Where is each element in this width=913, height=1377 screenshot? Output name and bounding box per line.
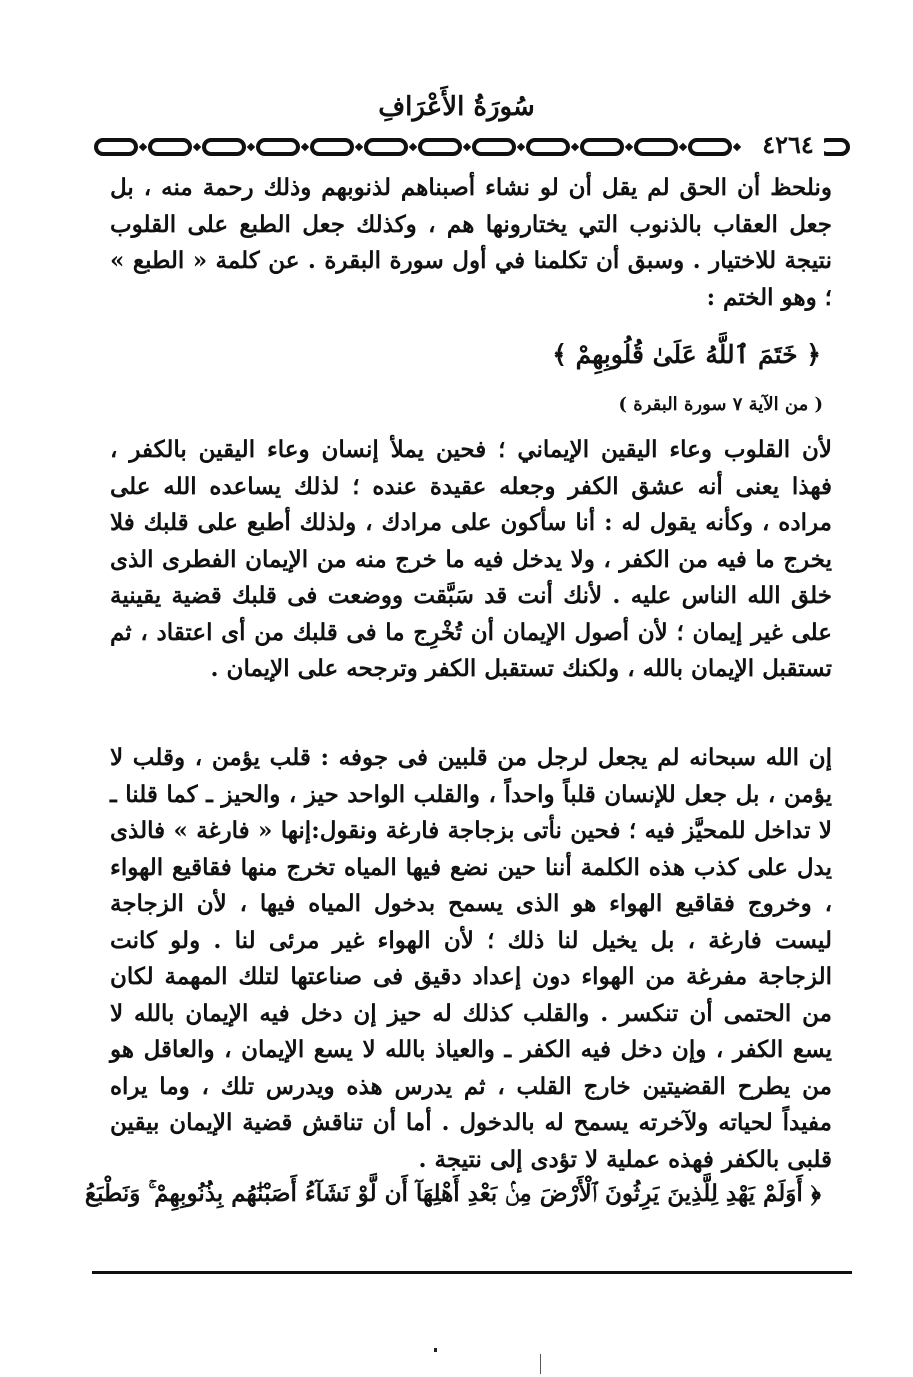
scan-mark xyxy=(540,1354,541,1374)
paragraph-1: ونلحظ أن الحق لم يقل أن لو نشاء أصبناهم لذنوبهم وذلك رحمة منه ، بل جعل العقاب بالذنوب التي يختارونها هم ، وكذلك جعل الطبع على القلوب نتيجة للاختيار . وسبق أن تكلمنا في أول سورة البقرة . عن كلمة « الطبع » ؛ وهو الختم : xyxy=(110,174,832,311)
header-ornament-border xyxy=(92,134,852,160)
paragraph-2: لأن القلوب وعاء اليقين الإيماني ؛ فحين يملأ إنسان وعاء اليقين بالكفر ، فهذا يعنى أنه عشق الكفر وجعله عقيدة عنده ؛ لذلك يساعده الله على مراده ، وكأنه يقول له : أنا سأكون على مرادك ، ولذلك أطبع على قلبك فلا يخرج ما فيه من الكفر ، ولا يدخل فيه ما خرج منه من الإيمان الفطرى الذى خلق الله الناس عليه . لأنك أنت قد سَبَّقت ووضعت فى قلبك قضية يقينية على غير إيمان ؛ لأن أصول الإيمان أن تُخْرِج ما فى قلبك من أى اعتقاد ، ثم تستقبل الإيمان بالله ، ولكنك تستقبل الكفر وترجحه على الإيمان . xyxy=(110,436,832,682)
scan-speck xyxy=(434,1348,437,1352)
verse-reference: ( من الآية ٧ سورة البقرة ) xyxy=(618,394,823,415)
chain-ornament-icon xyxy=(92,134,852,160)
quran-verse-continuation: ﴿ أَوَلَمْ يَهْدِ لِلَّذِينَ يَرِثُونَ ٱلْأَرْضَ مِنۢ بَعْدِ أَهْلِهَآ أَن لَّوْ نَشَآءُ أَصَبْنَٰهُم بِذُنُوبِهِمْ ۚ وَنَطْبَعُ xyxy=(84,1180,821,1207)
footer-rule xyxy=(92,1271,852,1274)
page-number: ٤٢٦٤ xyxy=(752,130,824,159)
paragraph-3: إن الله سبحانه لم يجعل لرجل من قلبين فى جوفه : قلب يؤمن ، وقلب لا يؤمن ، بل جعل للإنسان قلباً واحداً ، والقلب الواحد حيز ، والحيز ـ كما قلنا ـ لا تداخل للمحيَّز فيه ؛ فحين نأتى بزجاجة فارغة ونقول:إنها « فارغة » فالذى يدل على كذب هذه الكلمة أننا حين نضع فيها المياه تخرج منها فقاقيع الهواء ، وخروج فقاقيع الهواء هو الذى يسمح بدخول المياه فيها ، لأن الزجاجة ليست فارغة ، بل يخيل لنا ذلك ؛ لأن الهواء غير مرئى لنا . ولو كانت الزجاجة مفرغة من الهواء دون إعداد دقيق فى صناعتها لتلك المهمة لكان من الحتمى أن تنكسر . والقلب كذلك له حيز إن دخل فيه الإيمان بالله لا يسع الكفر ، وإن دخل فيه الكفر ـ والعياذ بالله لا يسع الإيمان ، والعاقل هو من يطرح القضيتين خارج القلب ، ثم يدرس هذه ويدرس تلك ، وما يراه مفيداً لحياته ولآخرته يسمح له بالدخول . أما أن تناقش قضية الإيمان بيقين قلبى بالكفر فهذه عملية لا تؤدى إلى نتيجة . xyxy=(110,744,832,1173)
quran-verse-quote: ﴿ خَتَمَ ٱللَّهُ عَلَىٰ قُلُوبِهِمْ ﴾ xyxy=(552,340,821,369)
surah-title: سُورَةُ الأَعْرَافِ xyxy=(378,92,535,122)
